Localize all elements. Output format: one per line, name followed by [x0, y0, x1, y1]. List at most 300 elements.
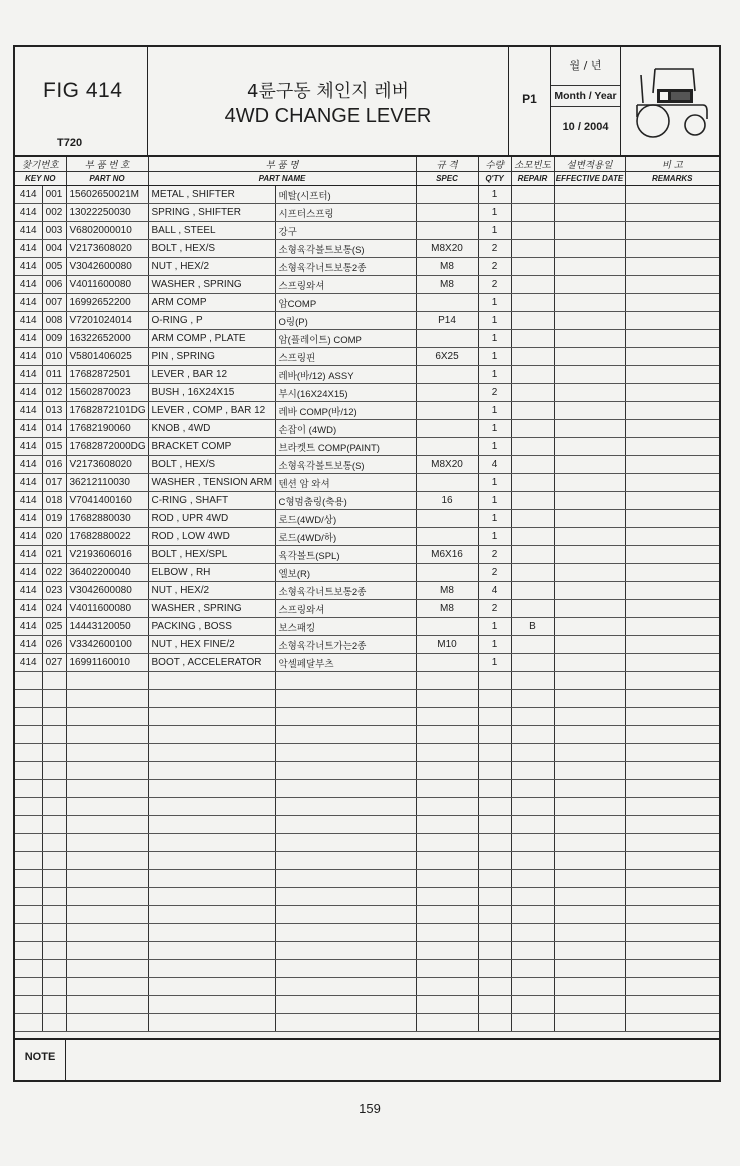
repair [511, 744, 554, 762]
part-name-ko [275, 780, 416, 798]
part-number: V4011600080 [66, 276, 148, 294]
part-name-en: PACKING , BOSS [148, 618, 275, 636]
part-name-ko: 로드(4WD/하) [275, 528, 416, 546]
blank-row [15, 870, 719, 888]
key-group: 414 [15, 312, 42, 330]
part-name-ko: 스프링와셔 [275, 276, 416, 294]
part-number: V3342600100 [66, 636, 148, 654]
part-name-en [148, 834, 275, 852]
part-name-en: NUT , HEX FINE/2 [148, 636, 275, 654]
quantity [478, 924, 511, 942]
effective-date [554, 276, 625, 294]
col-spec-ko: 규 격 [416, 157, 478, 172]
part-name-en [148, 708, 275, 726]
part-name-ko [275, 834, 416, 852]
col-effective-ko: 설변적용일 [554, 157, 625, 172]
part-name-ko [275, 870, 416, 888]
key-group [15, 798, 42, 816]
part-name-en: BOLT , HEX/S [148, 240, 275, 258]
repair [511, 564, 554, 582]
key-group: 414 [15, 258, 42, 276]
blank-row [15, 672, 719, 690]
spec: M8 [416, 258, 478, 276]
key-number: 022 [42, 564, 66, 582]
part-number: 17682872501 [66, 366, 148, 384]
key-group: 414 [15, 636, 42, 654]
table-row [15, 348, 719, 366]
sheet-page: P1 [522, 92, 537, 106]
col-part-ko: 부 품 번 호 [66, 157, 148, 172]
effective-date [554, 726, 625, 744]
key-number: 012 [42, 384, 66, 402]
table-row [15, 384, 719, 402]
remarks [625, 762, 719, 780]
key-number: 008 [42, 312, 66, 330]
table-row [15, 366, 719, 384]
key-number: 004 [42, 240, 66, 258]
key-group [15, 870, 42, 888]
effective-date [554, 762, 625, 780]
part-name-en: METAL , SHIFTER [148, 186, 275, 204]
quantity [478, 690, 511, 708]
table-row [15, 186, 719, 204]
part-name-en: ARM COMP , PLATE [148, 330, 275, 348]
blank-row [15, 798, 719, 816]
key-group: 414 [15, 654, 42, 672]
quantity: 2 [478, 240, 511, 258]
part-number: V2193606016 [66, 546, 148, 564]
spec [416, 366, 478, 384]
key-number [42, 942, 66, 960]
key-number: 027 [42, 654, 66, 672]
remarks [625, 366, 719, 384]
part-number: V2173608020 [66, 456, 148, 474]
key-number: 021 [42, 546, 66, 564]
quantity: 2 [478, 564, 511, 582]
key-group: 414 [15, 330, 42, 348]
key-number: 002 [42, 204, 66, 222]
remarks [625, 456, 719, 474]
figure-cell [15, 47, 148, 155]
part-number: 14443120050 [66, 618, 148, 636]
repair [511, 402, 554, 420]
blank-row [15, 726, 719, 744]
table-row [15, 582, 719, 600]
part-number [66, 852, 148, 870]
part-number: V3042600080 [66, 582, 148, 600]
part-name-ko [275, 762, 416, 780]
repair [511, 294, 554, 312]
part-number [66, 816, 148, 834]
part-number: 17682872101DG [66, 402, 148, 420]
remarks [625, 204, 719, 222]
spec: M6X16 [416, 546, 478, 564]
parts-table [13, 157, 721, 1040]
part-name-en: ROD , UPR 4WD [148, 510, 275, 528]
effective-date [554, 330, 625, 348]
repair [511, 834, 554, 852]
spec [416, 798, 478, 816]
effective-date [554, 996, 625, 1014]
spec [416, 438, 478, 456]
remarks [625, 492, 719, 510]
repair [511, 312, 554, 330]
col-qty-en: Q'TY [478, 172, 511, 186]
part-number: V7201024014 [66, 312, 148, 330]
quantity [478, 708, 511, 726]
repair [511, 582, 554, 600]
part-number [66, 798, 148, 816]
part-name-ko [275, 726, 416, 744]
part-number [66, 978, 148, 996]
key-group: 414 [15, 546, 42, 564]
col-qty-ko: 수량 [478, 157, 511, 172]
remarks [625, 258, 719, 276]
header-row-english [15, 172, 719, 186]
part-number: 36402200040 [66, 564, 148, 582]
part-number: 16992652200 [66, 294, 148, 312]
part-name-en: BUSH , 16X24X15 [148, 384, 275, 402]
part-name-en: BALL , STEEL [148, 222, 275, 240]
effective-date [554, 384, 625, 402]
part-number [66, 870, 148, 888]
part-name-ko: 스프링핀 [275, 348, 416, 366]
quantity: 4 [478, 582, 511, 600]
repair [511, 546, 554, 564]
effective-date [554, 474, 625, 492]
key-number [42, 960, 66, 978]
repair [511, 528, 554, 546]
effective-date [554, 690, 625, 708]
col-repair-ko: 소모빈도 [511, 157, 554, 172]
part-number: V4011600080 [66, 600, 148, 618]
repair [511, 816, 554, 834]
spec: M8 [416, 276, 478, 294]
page-cell [509, 47, 551, 155]
remarks [625, 906, 719, 924]
blank-row [15, 708, 719, 726]
part-name-ko [275, 852, 416, 870]
tractor-image-cell [621, 47, 721, 155]
key-group: 414 [15, 456, 42, 474]
key-number: 001 [42, 186, 66, 204]
quantity [478, 780, 511, 798]
table-row [15, 258, 719, 276]
note-label: NOTE [15, 1040, 66, 1080]
part-name-ko: 로드(4WD/상) [275, 510, 416, 528]
spec [416, 474, 478, 492]
part-name-ko [275, 924, 416, 942]
effective-date [554, 906, 625, 924]
key-number: 015 [42, 438, 66, 456]
key-number: 009 [42, 330, 66, 348]
remarks [625, 870, 719, 888]
quantity: 2 [478, 258, 511, 276]
blank-row [15, 888, 719, 906]
part-name-ko [275, 816, 416, 834]
remarks [625, 978, 719, 996]
repair [511, 222, 554, 240]
quantity: 1 [478, 492, 511, 510]
part-number: 15602870023 [66, 384, 148, 402]
part-number [66, 996, 148, 1014]
part-number: 16322652000 [66, 330, 148, 348]
remarks [625, 672, 719, 690]
remarks [625, 546, 719, 564]
part-number [66, 906, 148, 924]
part-name-ko: 메탈(시프터) [275, 186, 416, 204]
part-name-en: BOOT , ACCELERATOR [148, 654, 275, 672]
spec [416, 510, 478, 528]
part-name-en [148, 996, 275, 1014]
part-name-ko: 텐션 암 와셔 [275, 474, 416, 492]
effective-date [554, 438, 625, 456]
key-number [42, 672, 66, 690]
part-name-en: ARM COMP [148, 294, 275, 312]
part-name-en: ROD , LOW 4WD [148, 528, 275, 546]
key-group [15, 672, 42, 690]
remarks [625, 276, 719, 294]
col-spec-en: SPEC [416, 172, 478, 186]
effective-date [554, 870, 625, 888]
date-value: 10 / 2004 [562, 121, 609, 133]
part-name-ko: 암(플레이트) COMP [275, 330, 416, 348]
part-name-ko: 육각볼트(SPL) [275, 546, 416, 564]
repair [511, 366, 554, 384]
key-group: 414 [15, 222, 42, 240]
spec [416, 690, 478, 708]
table-row [15, 492, 719, 510]
remarks [625, 690, 719, 708]
remarks [625, 474, 719, 492]
repair [511, 978, 554, 996]
part-name-en [148, 690, 275, 708]
part-name-ko: 소형육각너트보통2종 [275, 258, 416, 276]
spec [416, 888, 478, 906]
remarks [625, 1014, 719, 1032]
part-name-ko: 스프링와셔 [275, 600, 416, 618]
key-group: 414 [15, 420, 42, 438]
repair [511, 798, 554, 816]
effective-date [554, 924, 625, 942]
remarks [625, 960, 719, 978]
key-group [15, 780, 42, 798]
part-number [66, 924, 148, 942]
part-name-en: WASHER , SPRING [148, 600, 275, 618]
key-group [15, 888, 42, 906]
repair [511, 870, 554, 888]
effective-date [554, 240, 625, 258]
part-name-ko: 부시(16X24X15) [275, 384, 416, 402]
part-name-en [148, 744, 275, 762]
part-number [66, 888, 148, 906]
part-number [66, 960, 148, 978]
part-name-en [148, 816, 275, 834]
remarks [625, 636, 719, 654]
remarks [625, 852, 719, 870]
key-number [42, 888, 66, 906]
part-name-ko [275, 942, 416, 960]
effective-date [554, 546, 625, 564]
key-group [15, 978, 42, 996]
col-remarks-ko: 비 고 [625, 157, 719, 172]
spec [416, 978, 478, 996]
spec [416, 204, 478, 222]
table-row [15, 312, 719, 330]
key-group [15, 924, 42, 942]
part-name-ko: 엘보(R) [275, 564, 416, 582]
key-number: 017 [42, 474, 66, 492]
quantity [478, 744, 511, 762]
table-row [15, 510, 719, 528]
quantity [478, 816, 511, 834]
remarks [625, 834, 719, 852]
part-number: 16991160010 [66, 654, 148, 672]
key-number: 003 [42, 222, 66, 240]
key-number: 026 [42, 636, 66, 654]
table-row [15, 618, 719, 636]
repair [511, 240, 554, 258]
quantity: 1 [478, 510, 511, 528]
spec [416, 186, 478, 204]
remarks [625, 744, 719, 762]
repair [511, 672, 554, 690]
part-number [66, 780, 148, 798]
key-number: 007 [42, 294, 66, 312]
spec [416, 528, 478, 546]
part-name-en: KNOB , 4WD [148, 420, 275, 438]
repair [511, 510, 554, 528]
blank-row [15, 924, 719, 942]
part-name-ko [275, 708, 416, 726]
part-name-ko: 레바(바/12) ASSY [275, 366, 416, 384]
table-row [15, 474, 719, 492]
quantity [478, 888, 511, 906]
key-number [42, 1014, 66, 1032]
spec [416, 744, 478, 762]
repair [511, 690, 554, 708]
quantity [478, 798, 511, 816]
effective-date [554, 186, 625, 204]
spec [416, 960, 478, 978]
part-name-en [148, 852, 275, 870]
remarks [625, 654, 719, 672]
part-number: V7041400160 [66, 492, 148, 510]
table-row [15, 240, 719, 258]
part-name-en: BOLT , HEX/S [148, 456, 275, 474]
parts-table-body [15, 186, 719, 1032]
remarks [625, 186, 719, 204]
key-number: 023 [42, 582, 66, 600]
key-number: 016 [42, 456, 66, 474]
blank-row [15, 1014, 719, 1032]
key-group: 414 [15, 384, 42, 402]
key-number [42, 852, 66, 870]
tractor-icon [633, 61, 711, 141]
key-number [42, 708, 66, 726]
key-number [42, 906, 66, 924]
spec [416, 294, 478, 312]
effective-date [554, 564, 625, 582]
table-row [15, 636, 719, 654]
remarks [625, 564, 719, 582]
repair [511, 456, 554, 474]
key-group [15, 708, 42, 726]
key-group [15, 942, 42, 960]
date-label-english: Month / Year [551, 85, 620, 107]
table-row [15, 204, 719, 222]
part-number: 17682872000DG [66, 438, 148, 456]
part-name-en [148, 978, 275, 996]
header-block [13, 45, 721, 157]
key-group [15, 852, 42, 870]
title-english: 4WD CHANGE LEVER [224, 105, 432, 127]
blank-row [15, 834, 719, 852]
spec: P14 [416, 312, 478, 330]
effective-date [554, 888, 625, 906]
quantity [478, 726, 511, 744]
key-group: 414 [15, 582, 42, 600]
part-number: 17682880030 [66, 510, 148, 528]
key-group [15, 816, 42, 834]
quantity [478, 906, 511, 924]
key-number: 018 [42, 492, 66, 510]
key-number [42, 762, 66, 780]
table-row [15, 276, 719, 294]
note-row [13, 1040, 721, 1082]
spec [416, 330, 478, 348]
quantity [478, 672, 511, 690]
repair: B [511, 618, 554, 636]
remarks [625, 312, 719, 330]
effective-date [554, 780, 625, 798]
part-name-ko: 손잡이 (4WD) [275, 420, 416, 438]
table-row [15, 456, 719, 474]
col-remarks-en: REMARKS [625, 172, 719, 186]
effective-date [554, 222, 625, 240]
part-name-ko [275, 888, 416, 906]
part-name-en [148, 870, 275, 888]
col-repair-en: REPAIR [511, 172, 554, 186]
quantity: 1 [478, 636, 511, 654]
spec: 16 [416, 492, 478, 510]
effective-date [554, 312, 625, 330]
remarks [625, 582, 719, 600]
effective-date [554, 204, 625, 222]
part-name-ko: 소형육각너트보통2종 [275, 582, 416, 600]
effective-date [554, 492, 625, 510]
part-number: 17682880022 [66, 528, 148, 546]
part-name-ko: O링(P) [275, 312, 416, 330]
key-group: 414 [15, 438, 42, 456]
repair [511, 474, 554, 492]
quantity: 1 [478, 312, 511, 330]
effective-date [554, 1014, 625, 1032]
remarks [625, 402, 719, 420]
effective-date [554, 420, 625, 438]
spec [416, 852, 478, 870]
key-number [42, 996, 66, 1014]
spec [416, 996, 478, 1014]
remarks [625, 780, 719, 798]
repair [511, 1014, 554, 1032]
repair [511, 924, 554, 942]
part-name-ko: 소형육각볼트보통(S) [275, 240, 416, 258]
part-name-en: ELBOW , RH [148, 564, 275, 582]
table-row [15, 600, 719, 618]
header-row-korean [15, 157, 719, 172]
remarks [625, 618, 719, 636]
